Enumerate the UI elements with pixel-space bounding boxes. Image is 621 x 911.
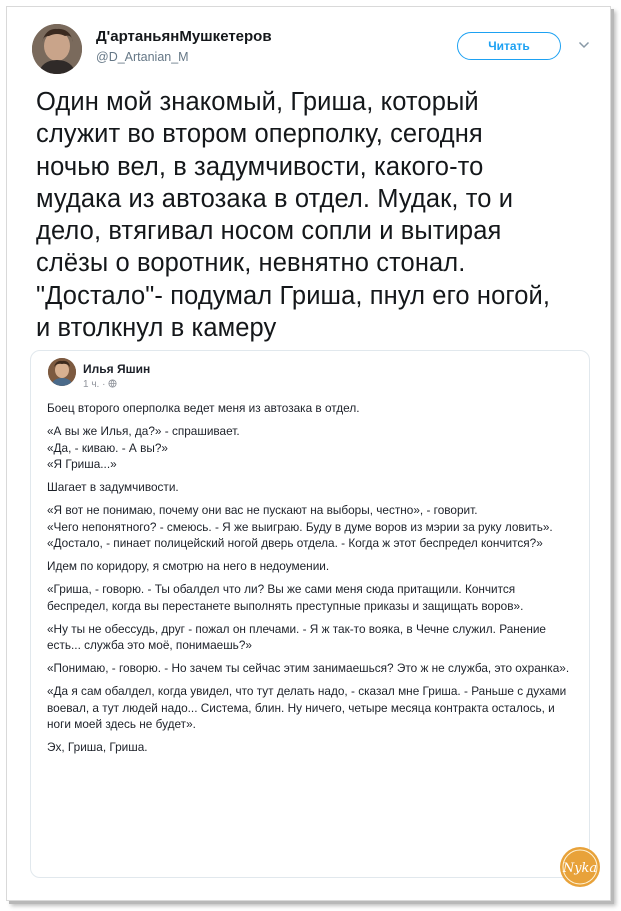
post-paragraph: «Да я сам обалдел, когда увидел, что тут делать надо, - сказал мне Гриша. - Раньше с духами воевал, а тут людей надо... Система, блин. Ну ничего, четыре месяца контракта осталось, и ноги моей здесь не будет». xyxy=(47,684,567,731)
post-paragraph: «А вы же Илья, да?» - спрашивает. xyxy=(47,424,240,438)
watermark-text: Nyka xyxy=(562,861,598,876)
watermark-logo xyxy=(558,845,602,889)
post-paragraph: Эх, Гриша, Гриша. xyxy=(47,740,148,754)
user-handle[interactable]: @D_Artanian_M xyxy=(96,50,189,64)
post-paragraph: «Понимаю, - говорю. - Но зачем ты сейчас этим занимаешься? Это ж не служба, это охранка». xyxy=(47,661,570,675)
post-paragraph: «Да, - киваю. - А вы?» xyxy=(47,440,168,455)
post-author-avatar[interactable] xyxy=(48,358,76,386)
user-avatar[interactable] xyxy=(32,24,82,74)
post-paragraph: «Я Гриша...» xyxy=(47,457,117,471)
chevron-down-icon[interactable] xyxy=(578,38,590,50)
post-paragraph: Идем по коридору, я смотрю на него в недоумении. xyxy=(47,559,330,573)
post-time: 1 ч. · xyxy=(83,379,109,390)
post-paragraph: «Я вот не понимаю, почему они вас не пускают на выборы, честно», - говорит. xyxy=(47,503,478,517)
follow-button[interactable]: Читать xyxy=(457,32,561,60)
post-paragraph: «Чего непонятного? - смеюсь. - Я же выиграю. Буду в думе воров из мэрии за руку ловить». xyxy=(47,519,553,534)
post-paragraph: «Достало, - пинает полицейский ногой дверь отдела. - Когда ж этот беспредел кончится?» xyxy=(47,536,543,550)
post-paragraph: «Ну ты не обессудь, друг - пожал он плечами. - Я ж так-то вояка, в Чечне служил. Ранение есть... служба это моё, понимаешь?» xyxy=(47,621,546,652)
tweet-text: Один мой знакомый, Гриша, который служит во втором оперполку, сегодня ночью вел, в задумчивости, какого-то мудака из автозака в отдел. Мудак, то и дело, втягивал носом сопли и вытирая слёзы о воротник, невнятно стонал. "Достало"- подумал Гриша, пнул его ногой, и втолкнул в камеру xyxy=(36,88,550,343)
display-name[interactable]: Д'артаньянМушкетеров xyxy=(96,28,272,45)
post-paragraph: Шагает в задумчивости. xyxy=(47,480,179,494)
post-paragraph: Боец второго оперполка ведет меня из автозака в отдел. xyxy=(47,401,360,415)
globe-icon xyxy=(108,379,117,388)
post-body xyxy=(47,400,579,762)
post-meta xyxy=(83,379,117,390)
post-paragraph: «Гриша, - говорю. - Ты обалдел что ли? Вы же сами меня сюда притащили. Кончится беспредел, когда вы перестанете выполнять преступные приказы и защищать воров». xyxy=(47,582,524,613)
post-author-name[interactable]: Илья Яшин xyxy=(83,362,151,376)
